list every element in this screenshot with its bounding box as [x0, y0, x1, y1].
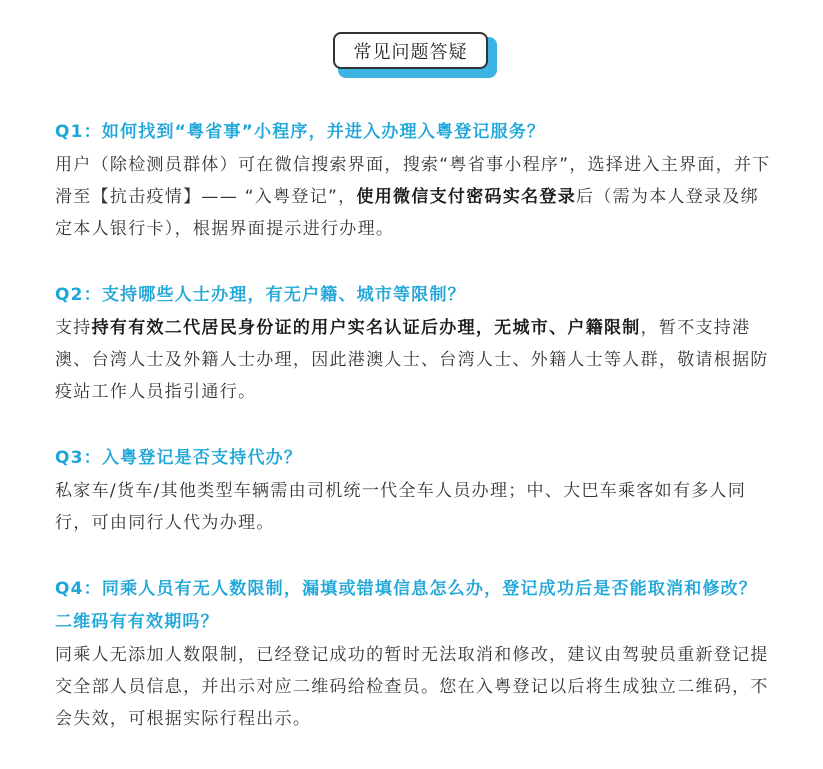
faq-answer: [55, 312, 773, 408]
faq-question: Q4：同乘人员有无人数限制，漏填或错填信息怎么办，登记成功后是否能取消和修改？二维码有有效期吗？: [55, 579, 758, 632]
faq-answer: [55, 475, 773, 539]
faq-answer: [55, 149, 773, 245]
answer-highlight: 持有有效二代居民身份证的用户实名认证后办理，无城市、户籍限制: [91, 318, 641, 338]
faq-answer: [55, 639, 773, 735]
faq-item-q4: [55, 573, 773, 735]
faq-item-q2: [55, 279, 773, 408]
section-title: 常见问题答疑: [333, 32, 488, 69]
answer-text: 支持: [55, 318, 92, 338]
answer-text: 同乘人无添加人数限制，已经登记成功的暂时无法取消和修改，建议由驾驶员重新登记提交全部人员信息，并出示对应二维码给检查员。您在入粤登记以后将生成独立二维码，不会失效，可根据实际行程出示。: [55, 645, 769, 729]
faq-item-q1: [55, 116, 773, 245]
answer-text: 用户（除检测员群体）可在微信搜索界面，搜索“粤省事小程序”，选择进入主界面，并下滑至【抗击疫情】—— “入粤登记”，: [55, 155, 771, 207]
faq-item-q3: [55, 442, 773, 539]
faq-question: Q1：如何找到“粤省事”小程序，并进入办理入粤登记服务？: [55, 122, 546, 142]
section-header: [0, 30, 823, 80]
answer-text: 私家车/货车/其他类型车辆需由司机统一代全车人员办理；中、大巴车乘客如有多人同行，可由同行人代为办理。: [55, 481, 747, 533]
answer-highlight: 使用微信支付密码实名登录: [356, 187, 577, 207]
answer-text: 后（需为本人登录及绑定本人银行卡），根据界面提示进行办理。: [55, 187, 760, 239]
answer-text: ，暂不支持港澳、台湾人士及外籍人士办理，因此港澳人士、台湾人士、外籍人士等人群，敬请根据防疫站工作人员指引通行。: [55, 318, 769, 402]
faq-question: Q2：支持哪些人士办理，有无户籍、城市等限制？: [55, 285, 466, 305]
faq-list: [55, 116, 773, 769]
faq-question: Q3：入粤登记是否支持代办？: [55, 448, 303, 468]
